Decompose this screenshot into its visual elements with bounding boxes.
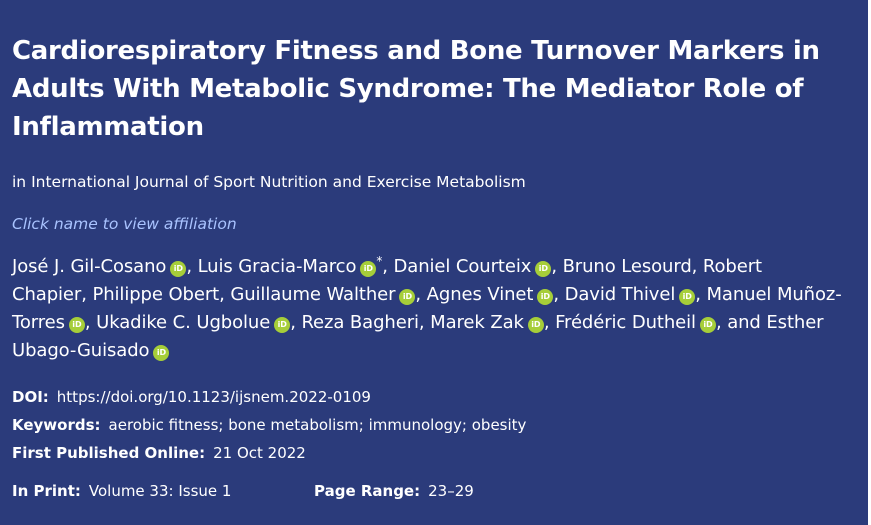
author-separator: , <box>418 312 431 333</box>
doi-link[interactable]: https://doi.org/10.1123/ijsnem.2022-0109 <box>56 388 371 406</box>
orcid-icon[interactable]: iD <box>399 289 415 305</box>
author-name[interactable]: Ukadike C. Ugbolue <box>96 312 271 333</box>
journal-line <box>12 172 856 192</box>
published-row <box>12 439 856 467</box>
author-list <box>12 247 862 365</box>
article-title: Cardiorespiratory Fitness and Bone Turnover Markers in Adults With Metabolic Syndrome: The Mediator Role of Inflammation <box>12 36 820 142</box>
author-name[interactable]: Daniel Courteix <box>393 256 532 277</box>
in-print-value[interactable]: Volume 33: Issue 1 <box>88 482 232 500</box>
author-name[interactable]: Luis Gracia-Marco <box>197 256 357 277</box>
keywords-value[interactable]: aerobic fitness; bone metabolism; immunology; obesity <box>108 416 527 434</box>
author-name[interactable]: Agnes Vinet <box>426 284 534 305</box>
orcid-icon[interactable]: iD <box>528 317 544 333</box>
author-separator: , <box>290 312 302 333</box>
journal-link[interactable]: International Journal of Sport Nutrition and Exercise Metabolism <box>31 173 526 191</box>
journal-prefix: in <box>12 173 27 191</box>
orcid-icon[interactable]: iD <box>679 289 695 305</box>
orcid-icon[interactable]: iD <box>537 289 553 305</box>
author-name[interactable]: David Thivel <box>564 284 676 305</box>
keywords-label: Keywords: <box>12 416 101 434</box>
in-print-cell <box>12 481 314 501</box>
author-name[interactable]: Manuel Muñoz-Torres <box>12 284 842 333</box>
orcid-icon[interactable]: iD <box>153 345 169 361</box>
in-print-label: In Print: <box>12 482 81 500</box>
author-separator: , <box>551 256 563 277</box>
keywords-row <box>12 411 856 439</box>
author-separator: , <box>553 284 565 305</box>
author-name[interactable]: Reza Bagheri <box>301 312 419 333</box>
page-range-cell <box>314 481 474 501</box>
author-separator: , <box>691 256 703 277</box>
author-name[interactable]: Marek Zak <box>430 312 524 333</box>
author-name[interactable]: Frédéric Dutheil <box>555 312 696 333</box>
orcid-icon[interactable]: iD <box>69 317 85 333</box>
author-separator: , <box>81 284 93 305</box>
orcid-icon[interactable]: iD <box>274 317 290 333</box>
page-range-value: 23–29 <box>428 482 474 500</box>
published-value: 21 Oct 2022 <box>213 444 306 462</box>
orcid-icon[interactable]: iD <box>360 261 376 277</box>
author-separator: , <box>415 284 427 305</box>
author-separator: , <box>543 312 556 333</box>
author-name[interactable]: José J. Gil-Cosano <box>12 256 167 277</box>
author-name[interactable]: Esther Ubago-Guisado <box>12 312 824 361</box>
corresponding-author-mark: * <box>376 254 383 268</box>
orcid-icon[interactable]: iD <box>535 261 551 277</box>
published-label: First Published Online: <box>12 444 206 462</box>
affiliation-hint: Click name to view affiliation <box>12 215 237 233</box>
author-name[interactable]: Robert Chapier <box>12 256 762 305</box>
author-separator: , <box>186 256 198 277</box>
doi-label: DOI: <box>12 388 49 406</box>
author-name[interactable]: Bruno Lesourd <box>562 256 692 277</box>
author-name[interactable]: Guillaume Walther <box>230 284 396 305</box>
author-separator: , <box>382 256 394 277</box>
orcid-icon[interactable]: iD <box>170 261 186 277</box>
author-separator: , <box>219 284 231 305</box>
doi-row <box>12 383 856 411</box>
page-range-label: Page Range: <box>314 482 421 500</box>
author-name[interactable]: Philippe Obert <box>92 284 220 305</box>
author-separator: , <box>84 312 97 333</box>
article-meta <box>12 383 856 467</box>
print-info <box>12 481 856 501</box>
orcid-icon[interactable]: iD <box>700 317 716 333</box>
author-separator: , <box>695 284 707 305</box>
author-separator: , and <box>715 312 767 333</box>
